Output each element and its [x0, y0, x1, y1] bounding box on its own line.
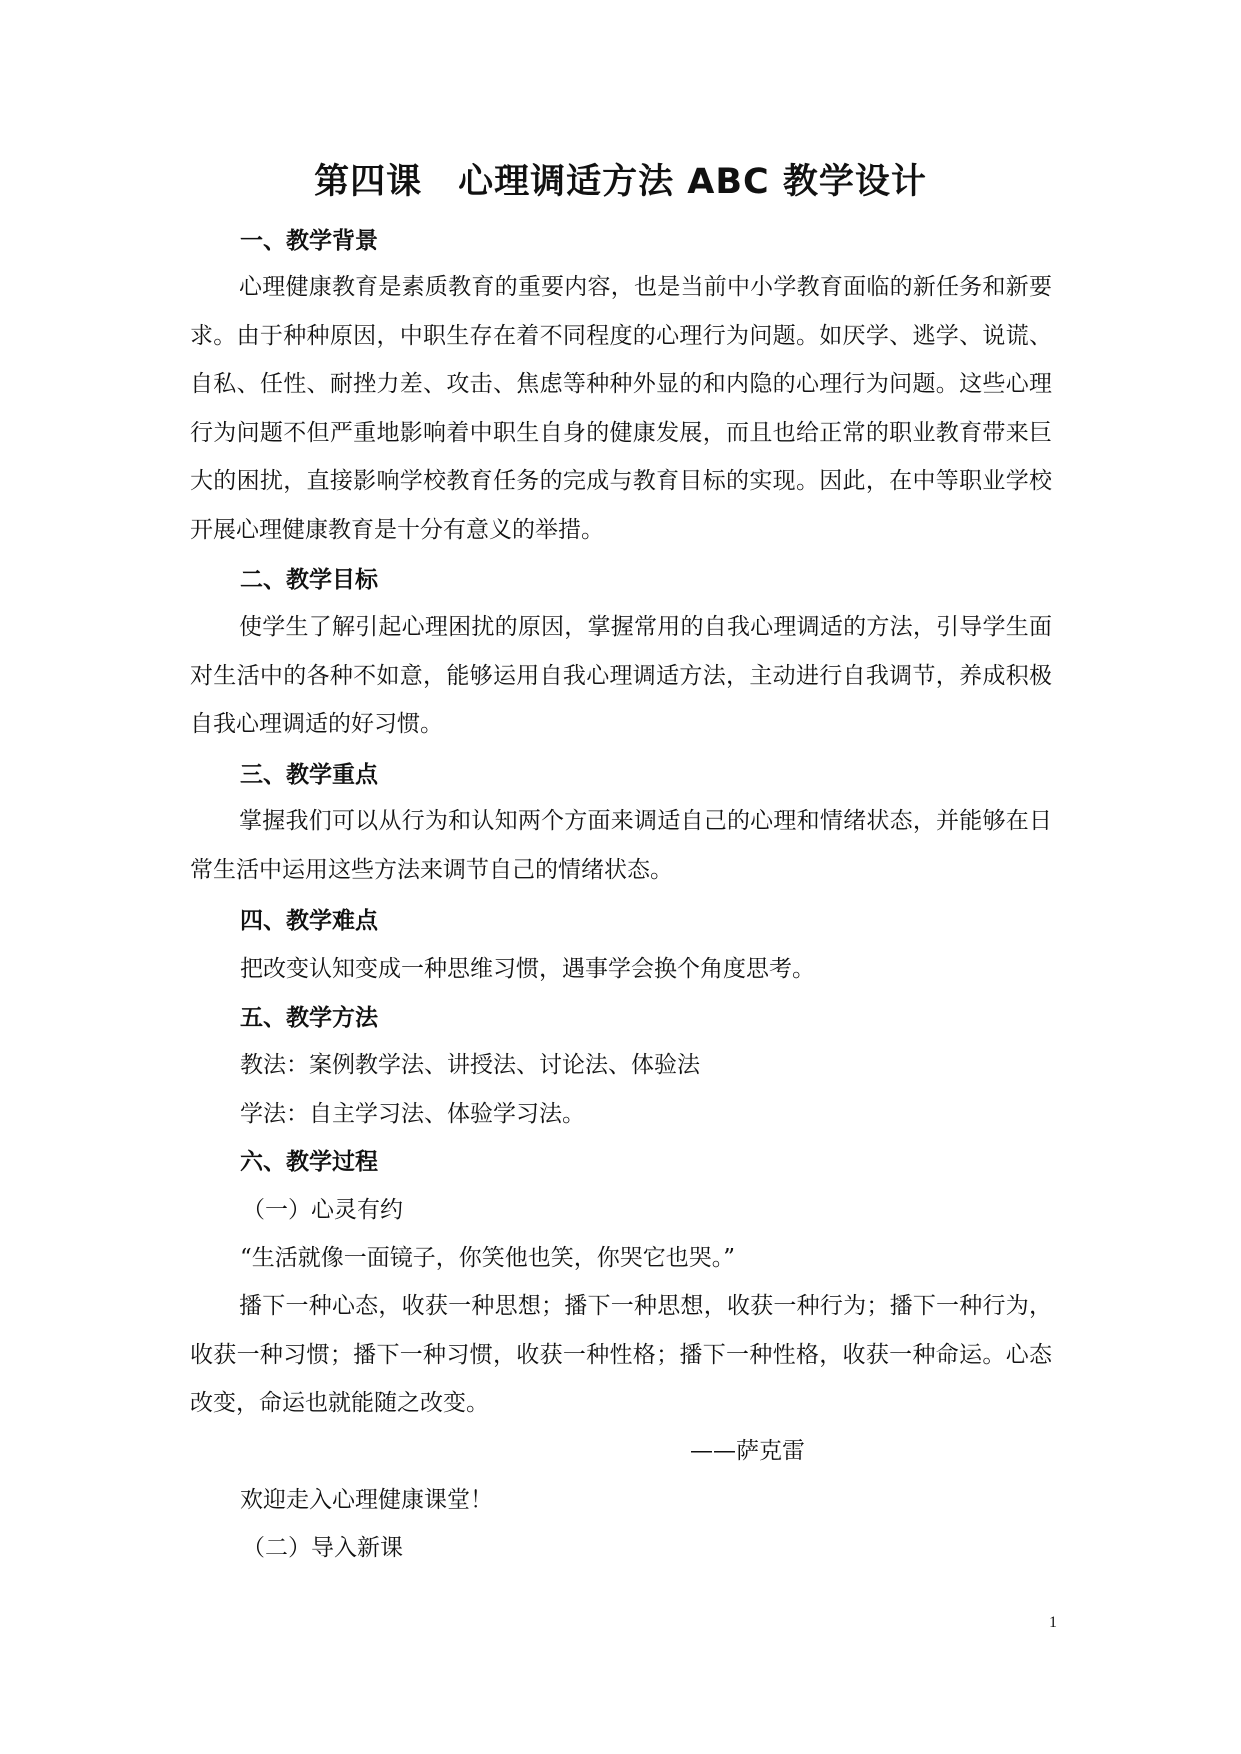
section-heading-key-points: 三、教学重点 [240, 762, 378, 788]
subheading-heart-meeting: （一）心灵有约 [242, 1197, 403, 1223]
line-difficulties: 把改变认知变成一种思维习惯，遇事学会换个角度思考。 [240, 956, 815, 982]
paragraph-key-points: 掌握我们可以从行为和认知两个方面来调适自己的心理和情绪状态，并能够在日常生活中运用这些方法来调节自己的情绪状态。 [190, 808, 1052, 883]
subheading-new-lesson: （二）导入新课 [242, 1535, 403, 1561]
section-heading-objectives: 二、教学目标 [240, 567, 378, 593]
section-heading-difficulties: 四、教学难点 [240, 908, 378, 934]
paragraph-background: 心理健康教育是素质教育的重要内容，也是当前中小学教育面临的新任务和新要求。由于种种原因，中职生存在着不同程度的心理行为问题。如厌学、逃学、说谎、自私、任性、耐挫力差、攻击、焦虑等种种外显的和内隐的心理行为问题。这些心理行为问题不但严重地影响着中职生自身的健康发展，而且也给正常的职业教育带来巨大的困扰，直接影响学校教育任务的完成与教育目标的实现。因此，在中等职业学校开展心理健康教育是十分有意义的举措。 [190, 274, 1052, 543]
quote-line: “生活就像一面镜子，你笑他也笑，你哭它也哭。” [240, 1245, 736, 1271]
section-heading-methods: 五、教学方法 [240, 1005, 378, 1031]
line-teaching-methods: 教法：案例教学法、讲授法、讨论法、体验法 [240, 1052, 700, 1078]
page-title [0, 157, 1241, 207]
section-heading-background: 一、教学背景 [240, 228, 378, 254]
quote-attribution: ——萨克雷 [690, 1438, 805, 1464]
section-heading-process: 六、教学过程 [240, 1149, 378, 1175]
title-lesson-number: 第四课 [314, 162, 423, 202]
paragraph-objectives: 使学生了解引起心理困扰的原因，掌握常用的自我心理调适的方法，引导学生面对生活中的各种不如意，能够运用自我心理调适方法，主动进行自我调节，养成积极自我心理调适的好习惯。 [190, 614, 1052, 737]
line-welcome: 欢迎走入心理健康课堂！ [240, 1487, 493, 1513]
title-lesson-name: 心理调适方法 ABC 教学设计 [458, 162, 927, 202]
line-learning-methods: 学法：自主学习法、体验学习法。 [240, 1101, 585, 1127]
paragraph-mindset: 播下一种心态，收获一种思想；播下一种思想，收获一种行为；播下一种行为，收获一种习惯；播下一种习惯，收获一种性格；播下一种性格，收获一种命运。心态改变，命运也就能随之改变。 [190, 1293, 1052, 1416]
page-number: 1 [1049, 1614, 1057, 1631]
